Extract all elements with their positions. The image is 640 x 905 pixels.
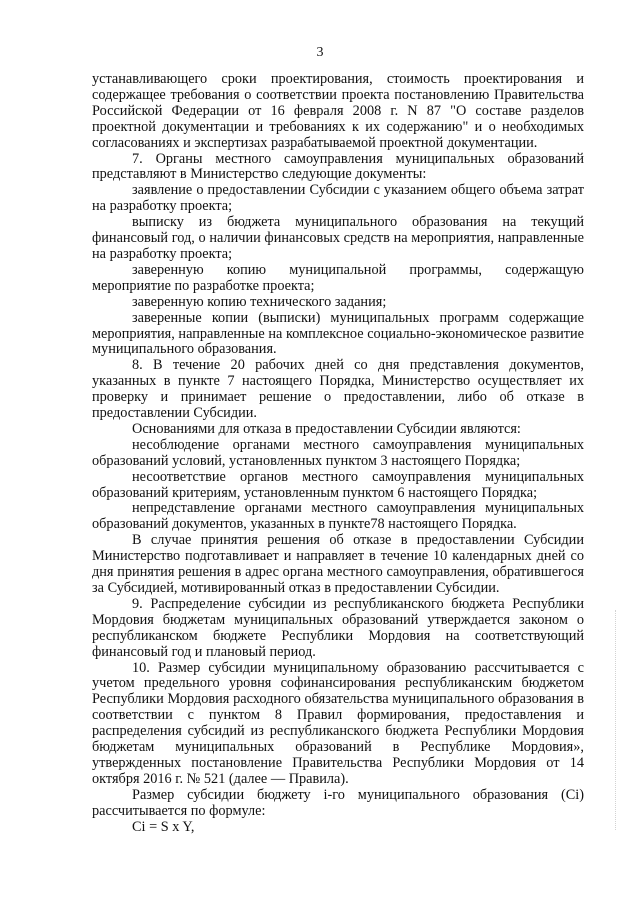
paragraph: 9. Распределение субсидии из республиканского бюджета Республики Мордовия бюджетам муниципальных образований утверждается законом о республиканском бюджете Республики Мордовия на соответствующий финансовый год и плановый период. [92,595,584,660]
paragraph: заявление о предоставлении Субсидии с указанием общего объема затрат на разработку проекта; [92,182,584,215]
paragraph: несоблюдение органами местного самоуправления муниципальных образований условий, установленных пунктом 3 настоящего Порядка; [92,436,584,469]
paragraph: выписку из бюджета муниципального образования на текущий финансовый год, о наличии финансовых средств на мероприятия, направленные на разработку проекта; [92,214,584,262]
paragraph: заверенные копии (выписки) муниципальных программ содержащие мероприятия, направленные на комплексное социально-экономическое развитие муниципального образования. [92,309,584,358]
paragraph: несоответствие органов местного самоуправления муниципальных образований критериям, установленным пунктом 6 настоящего Порядка; [92,468,584,501]
document-body [92,72,584,836]
paragraph: 8. В течение 20 рабочих дней со дня представления документов, указанных в пункте 7 настоящего Порядка, Министерство осуществляет их проверку и принимает решение о предоставлении, либо об отказе в предоставлении Субсидии. [92,357,584,422]
page-number: 3 [316,45,324,60]
paragraph: В случае принятия решения об отказе в предоставлении Субсидии Министерство подготавливает и направляет в течение 10 календарных дней со дня принятия решения в адрес органа местного самоуправления, обратившегося за Субсидией, мотивированный отказ в предоставлении Субсидии. [92,532,584,596]
margin-scan-marks [615,610,624,830]
paragraph: устанавливающего сроки проектирования, стоимость проектирования и содержащее требования о соответствии проекта постановлению Правительства Российской Федерации от 16 февраля 2008 г. N 87 "О составе разделов проектной документации и требованиях к их содержанию" и о необходимых согласованиях и экспертизах разрабатываемой проектной документации. [92,71,584,151]
paragraph: заверенную копию муниципальной программы, содержащую мероприятие по разработке проекта; [92,261,584,294]
paragraph: 7. Органы местного самоуправления муниципальных образований представляют в Министерство следующие документы: [92,150,584,183]
paragraph: заверенную копию технического задания; [132,293,387,310]
paragraph: непредставление органами местного самоуправления муниципальных образований документов, указанных в пункте78 настоящего Порядка. [92,500,584,533]
paragraph: Основаниями для отказа в предоставлении Субсидии являются: [132,420,521,437]
paragraph: Размер субсидии бюджету i-го муниципального образования (Ci) рассчитывается по формуле: [92,786,584,819]
paragraph: 10. Размер субсидии муниципальному образованию рассчитывается с учетом предельного уровня софинансирования республиканским бюджетом Республики Мордовия расходного обязательства муниципального образования в соответствии с пунктом 8 Правил формирования, предоставления и распределения субсидий из республиканского бюджета Республики Мордовия бюджетам муниципальных образований в Республике Мордовия», утвержденных постановление Правительства Республики Мордовия от 14 октября 2016 г. № 521 (далее — Правила). [92,659,584,787]
paragraph: Ci = S x Y, [132,818,195,835]
